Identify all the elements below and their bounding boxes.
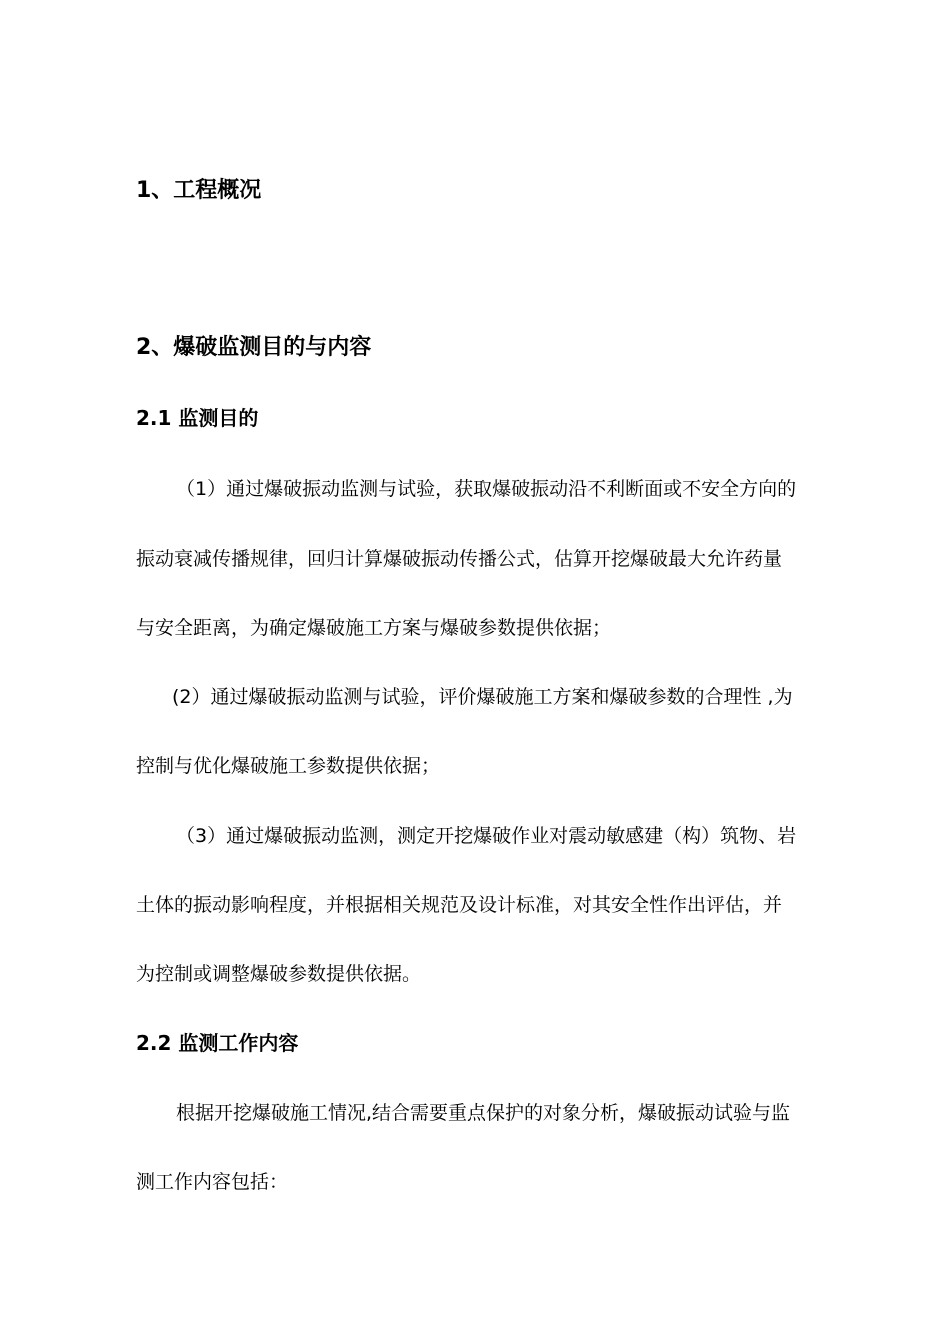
section-2-2-heading: 2.2 监测工作内容 <box>136 1031 299 1055</box>
paragraph-4-line-2: 测工作内容包括： <box>136 1171 289 1193</box>
paragraph-2-line-1: (2）通过爆破振动监测与试验，评价爆破施工方案和爆破参数的合理性 ,为 <box>172 686 793 708</box>
paragraph-1-line-1: （1）通过爆破振动监测与试验，获取爆破振动沿不利断面或不安全方向的 <box>176 478 797 500</box>
paragraph-4-line-1: 根据开挖爆破施工情况,结合需要重点保护的对象分析，爆破振动试验与监 <box>176 1102 791 1124</box>
section-2-1-heading: 2.1 监测目的 <box>136 406 259 430</box>
paragraph-3-line-1: （3）通过爆破振动监测，测定开挖爆破作业对震动敏感建（构）筑物、岩 <box>176 825 797 847</box>
paragraph-2-line-2: 控制与优化爆破施工参数提供依据； <box>136 755 441 777</box>
section-2-heading: 2、爆破监测目的与内容 <box>136 335 372 360</box>
paragraph-1-line-2: 振动衰减传播规律，回归计算爆破振动传播公式，估算开挖爆破最大允许药量 <box>136 548 783 570</box>
paragraph-3-line-3: 为控制或调整爆破参数提供依据。 <box>136 963 422 985</box>
section-1-heading: 1、工程概况 <box>136 178 262 203</box>
paragraph-3-line-2: 土体的振动影响程度，并根据相关规范及设计标准，对其安全性作出评估，并 <box>136 894 783 916</box>
paragraph-1-line-3: 与安全距离，为确定爆破施工方案与爆破参数提供依据； <box>136 617 612 639</box>
